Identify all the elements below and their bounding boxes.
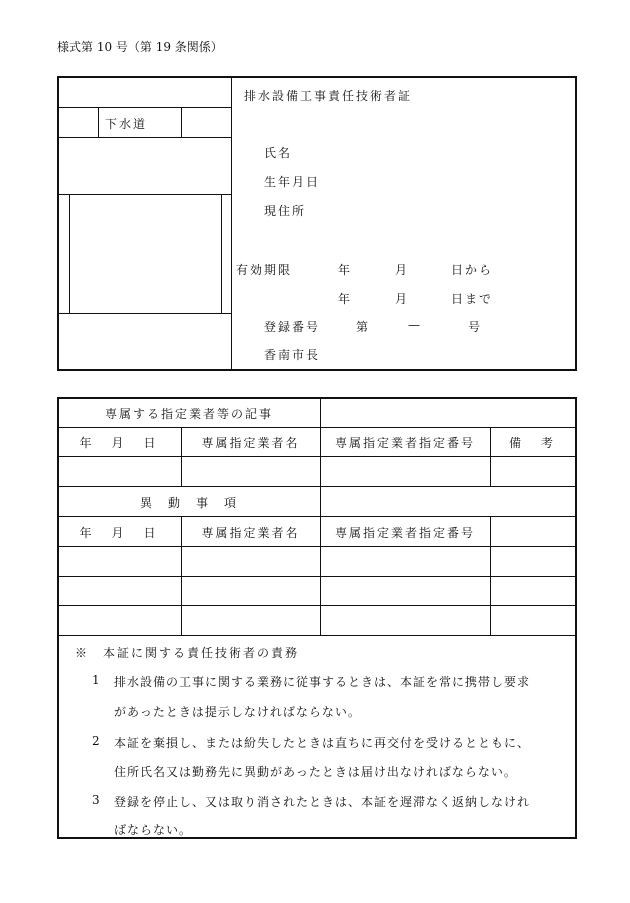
col-remarks-header: 備 考 [508, 436, 557, 450]
certificate-title: 排水設備工事責任技術者証 [244, 89, 413, 103]
duty-1-number: 1 [92, 673, 100, 687]
validity-from-day: 日から [451, 263, 494, 277]
validity-until-day: 日まで [451, 292, 494, 306]
records-header: 専属する指定業者等の記事 [104, 407, 273, 421]
duty-2-number: 2 [92, 734, 100, 748]
registration-dash: — [408, 318, 420, 332]
issuer-label: 香南市長 [264, 348, 321, 362]
name-label: 氏名 [264, 146, 293, 160]
duty-1-line-1: 排水設備の工事に関する業務に従事するときは、本証を常に携帯し要求 [114, 675, 531, 689]
validity-from-year: 年 [338, 263, 351, 277]
duty-1-line-2: があったときは提示しなければならない。 [114, 705, 361, 719]
duty-3-number: 3 [92, 793, 100, 807]
duties-title: ※ 本証に関する責任技術者の責務 [75, 646, 300, 660]
address-label: 現住所 [264, 204, 307, 218]
registration-label: 登録番号 [264, 320, 321, 334]
validity-label: 有効期限 [236, 263, 293, 277]
registration-go: 号 [468, 320, 481, 334]
validity-until-year: 年 [338, 292, 351, 306]
duty-2-line-2: 住所氏名又は勤務先に異動があったときは届け出なければならない。 [114, 765, 517, 779]
birthdate-label: 生年月日 [264, 175, 321, 189]
sewer-label: 下水道 [105, 117, 148, 131]
duty-2-line-1: 本証を棄損し、または紛失したときは直ちに再交付を受けるとともに、 [114, 736, 531, 750]
col-number-header: 専属指定業者指定番号 [334, 436, 475, 450]
duty-3-line-2: ばならない。 [114, 823, 193, 837]
registration-dai: 第 [356, 320, 369, 334]
col-name-header: 専属指定業者名 [201, 436, 300, 450]
changes-col-name: 専属指定業者名 [201, 526, 300, 540]
changes-col-date: 年 月 日 [79, 526, 160, 540]
changes-header: 異 動 事 項 [139, 496, 238, 510]
validity-from-month: 月 [395, 263, 408, 277]
duty-3-line-1: 登録を停止し、又は取り消されたときは、本証を遅滞なく返納しなけれ [114, 795, 531, 809]
form-label: 様式第 10 号（第 19 条関係） [57, 40, 223, 54]
changes-col-number: 専属指定業者指定番号 [334, 526, 475, 540]
col-date-header: 年 月 日 [79, 436, 160, 450]
validity-until-month: 月 [395, 292, 408, 306]
